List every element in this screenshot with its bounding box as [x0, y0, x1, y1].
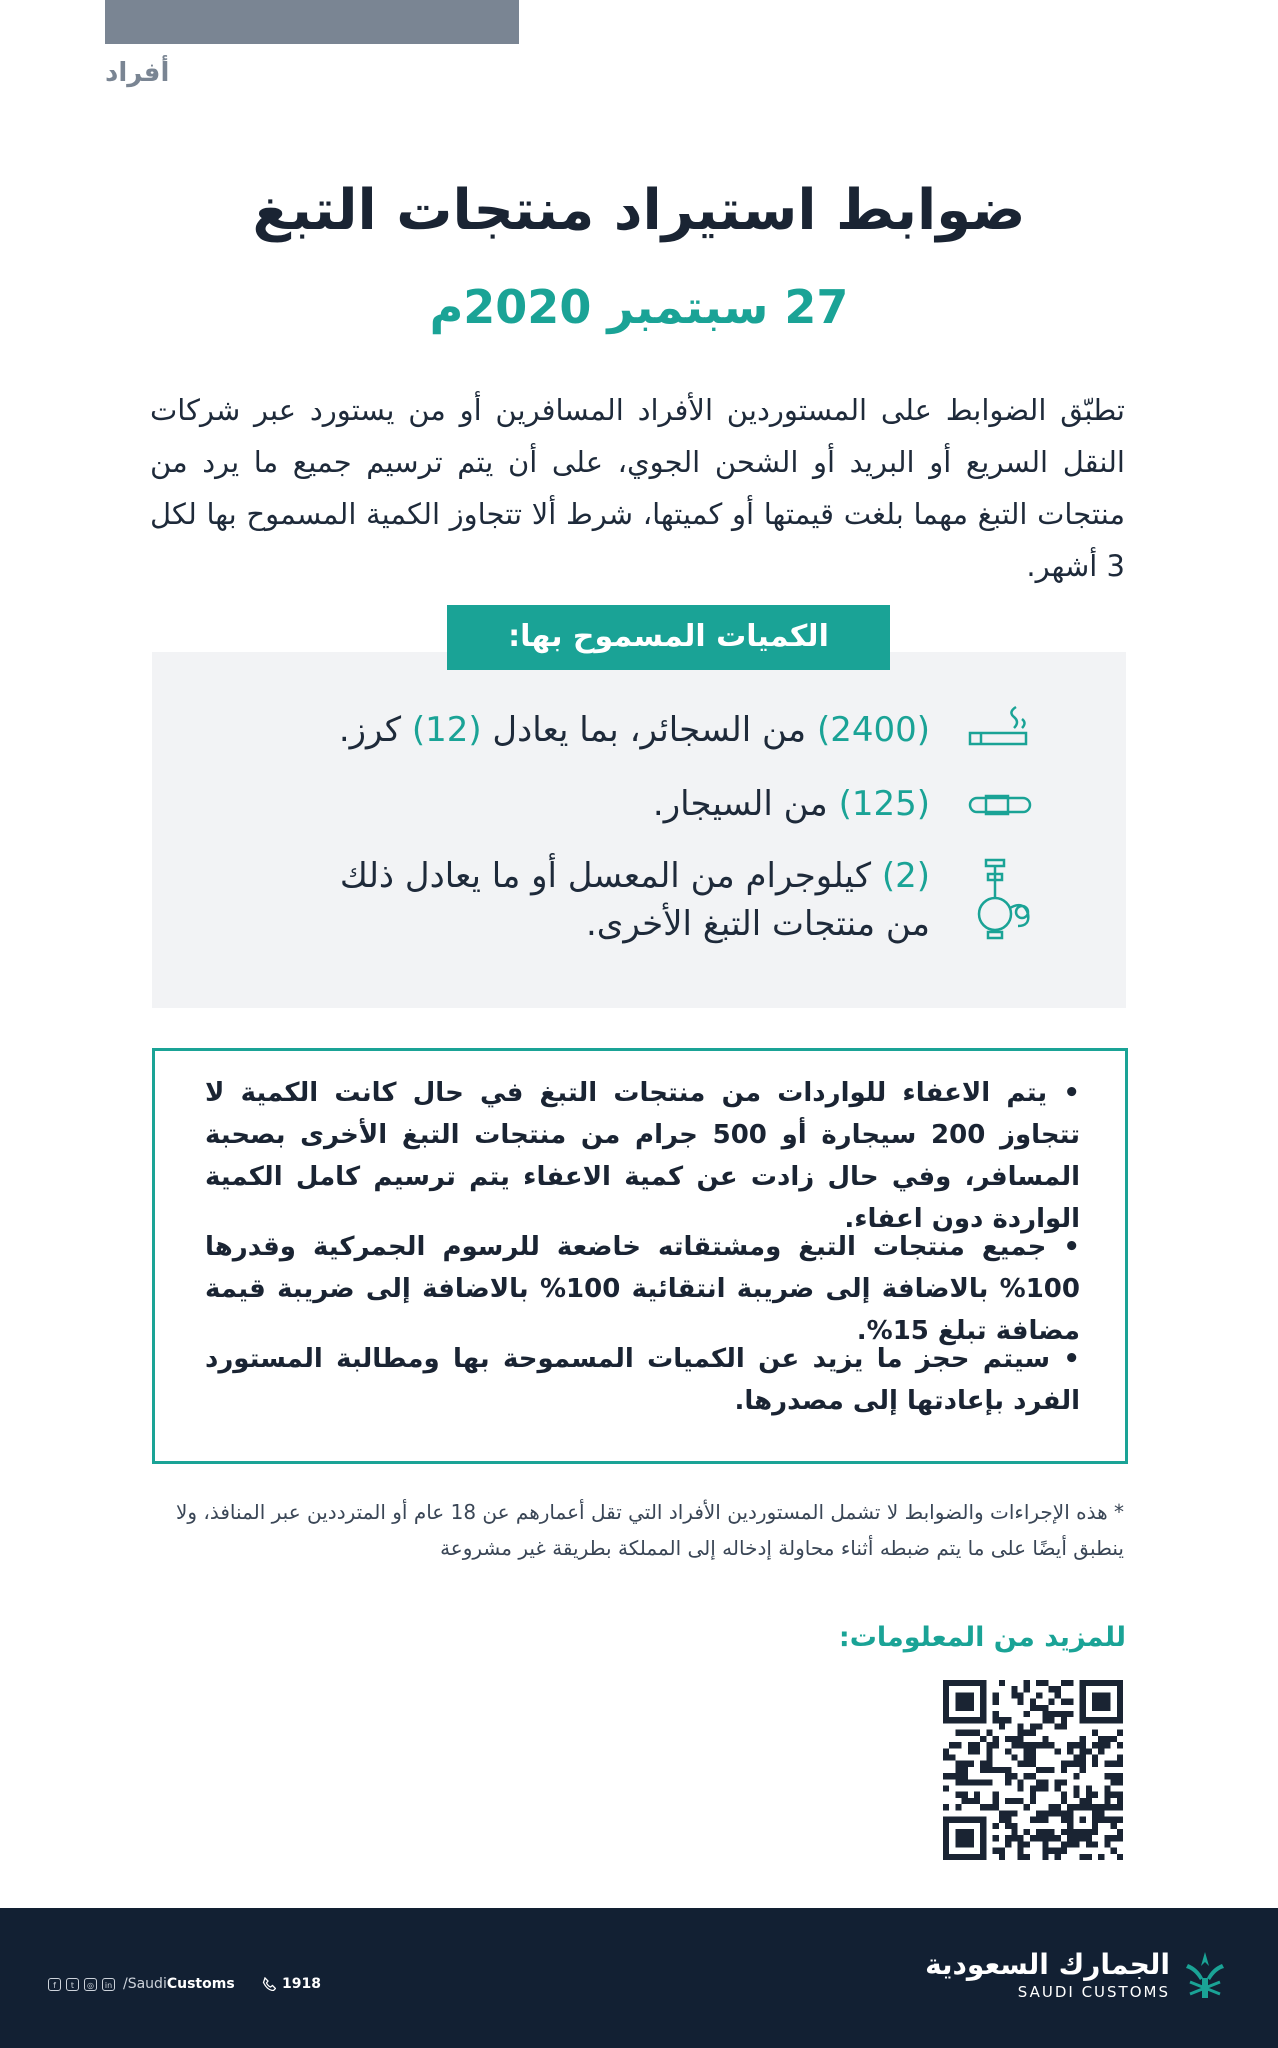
twitter-icon[interactable]: t	[66, 1978, 79, 1991]
cigar-icon	[966, 770, 1036, 840]
qr-code[interactable]	[943, 1680, 1123, 1860]
date: 27 سبتمبر 2020م	[429, 280, 849, 334]
brand-name-arabic: الجمارك السعودية	[925, 1948, 1170, 1981]
allowed-item-cigars: (125) من السيجار.	[652, 784, 930, 824]
customs-logo-icon	[1182, 1950, 1228, 2000]
brand-name-english: SAUDI CUSTOMS	[1017, 1983, 1170, 2001]
note-duties: • جميع منتجات التبغ ومشتقاته خاضعة للرسوم الجمركية وقدرها 100% بالاضافة إلى ضريبة انتقائية 100% بالاضافة إلى ضريبة قيمة مضافة تبلغ 15%.	[205, 1232, 1080, 1346]
note-seizure: • سيتم حجز ما يزيد عن الكميات المسموحة بها ومطالبة المستورد الفرد بإعادتها إلى مصدرها.	[205, 1344, 1080, 1416]
top-bar	[105, 0, 519, 44]
more-info-label: للمزيد من المعلومات:	[838, 1622, 1126, 1653]
note-exemption: • يتم الاعفاء للواردات من منتجات التبغ في حال كانت الكمية لا تتجاوز 200 سيجارة أو 500 جرام من منتجات التبغ الأخرى بصحبة المسافر، وفي حال زادت عن كمية الاعفاء يتم ترسيم كامل الكمية الواردة دون اعفاء.	[205, 1078, 1080, 1234]
handle-prefix: /Saudi	[123, 1976, 167, 1992]
allowed-item-cigarettes: (2400) من السجائر، بما يعادل (12) كرز.	[338, 710, 930, 750]
instagram-icon[interactable]: ◎	[84, 1978, 97, 1991]
phone-icon	[262, 1977, 276, 1991]
hookah-icon	[968, 858, 1038, 940]
category-label: أفراد	[105, 58, 170, 88]
phone-text: 1918	[282, 1976, 321, 1992]
linkedin-icon[interactable]: in	[102, 1978, 115, 1991]
facebook-icon[interactable]: f	[48, 1978, 61, 1991]
footnote: * هذه الإجراءات والضوابط لا تشمل المستوردين الأفراد التي تقل أعمارهم عن 18 عام أو المترددين عبر المنافذ، ولا ينطبق أيضًا على ما يتم ضبطه أثناء محاولة إدخاله إلى المملكة بطريقة غير مشروعة	[176, 1500, 1124, 1560]
intro-paragraph: تطبّق الضوابط على المستوردين الأفراد المسافرين أو من يستورد عبر شركات النقل السريع أو البريد أو الشحن الجوي، على أن يتم ترسيم جميع ما يرد من منتجات التبغ مهما بلغت قيمتها أو كميتها، شرط ألا تتجاوز الكمية المسموح بها لكل 3 أشهر.	[150, 393, 1125, 583]
page-title: ضوابط استيراد منتجات التبغ	[252, 178, 1026, 243]
cigarette-icon	[966, 695, 1036, 765]
social-handle[interactable]	[48, 1976, 235, 1992]
allowed-item-molasses: (2) كيلوجرام من المعسل أو ما يعادل ذلك من منتجات التبغ الأخرى.	[339, 856, 930, 944]
allowed-quantities-heading: الكميات المسموح بها:	[447, 605, 890, 670]
handle-bold: Customs	[166, 1976, 235, 1992]
phone-number[interactable]	[262, 1976, 321, 1992]
